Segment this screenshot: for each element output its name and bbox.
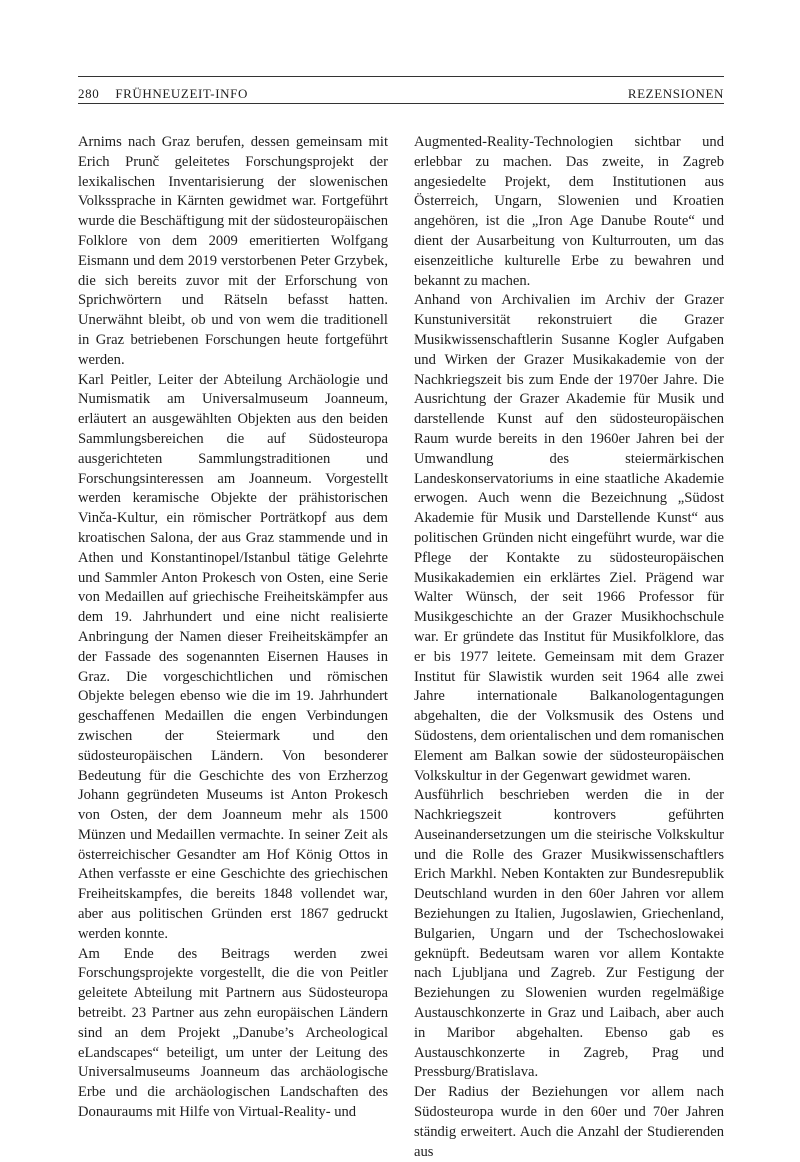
paragraph: Karl Peitler, Leiter der Abteilung Archäologie und Numismatik am Universalmuseum Joanneum, erläutert an ausgewählten Objekten aus den beiden Sammlungsbereichen die auf Südosteuropa ausgerichteten Sammlungstraditionen und Forschungsinteressen am Joanneum. Vorgestellt werden keramische Objekte der prähistorischen Vinča-Kultur, ein römischer Porträtkopf aus dem kroatischen Salona, der aus Graz stammende und in Athen und Konstantinopel/Istanbul tätige Gelehrte und Sammler Anton Prokesch von Osten, eine Serie von Medaillen auf griechische Freiheitskämpfer aus dem 19. Jahrhundert und eine nicht realisierte Anbringung der Namen dieser Freiheitskämpfer an der Fassade des sogenannten Eisernen Hauses in Graz. Die vorgeschichtlichen und römischen Objekte belegen ebenso wie die im 19. Jahrhundert geschaffenen Medaillen die engen Verbindungen zwischen der Steiermark und den südosteuropäischen Ländern. Von besonderer Bedeutung für die Geschichte des von Erzherzog Johann gegründeten Museums ist Anton Prokesch von Osten, der dem Joanneum mehr als 1500 Münzen und Medaillen vermachte. In seiner Zeit als österreichischer Gesandter am Hof König Ottos in Athen verfasste er eine Geschichte des griechischen Freiheitskampfes, die bereits 1848 vollendet war, aber aus politischen Gründen erst 1867 gedruckt werden konnte.	[78, 371, 388, 942]
paragraph: Anhand von Archivalien im Archiv der Grazer Kunstuniversität rekonstruiert die Grazer Musikwissenschaftlerin Susanne Kogler Aufgaben und Wirken der Grazer Musikakademie von der Nachkriegszeit bis zum Ende der 1970er Jahre. Die Ausrichtung der Grazer Akademie für Musik und darstellende Kunst auf den südosteuropäischen Raum wurde bereits in den 1960er Jahren bei der Umwandlung des steiermärkischen Landeskonservatoriums in eine staatliche Akademie erwogen. Auch wenn die Bezeichnung „Südost Akademie für Musik und Darstellende Kunst“ aus politischen Gründen nicht eingeführt wurde, war die Pflege der Kontakte zu südosteuropäischen Musikakademien ein erklärtes Ziel. Prägend war Walter Wünsch, der seit 1966 Professor für Musikgeschichte an der Grazer Musikhochschule war. Er gründete das Institut für Musikfolklore, das er bis 1977 leitete. Gemeinsam mit dem Grazer Institut für Slawistik wurden seit 1964 alle zwei Jahre internationale Balkanologentagungen abgehalten, die der Volksmusik des Ostens und Südostens, dem orientalischen und dem romanischen Element am Balkan sowie der südosteuropäischen Volkskultur in der Gegenwart gewidmet waren.	[414, 292, 724, 784]
section-title: REZENSIONEN	[627, 86, 724, 101]
running-header	[78, 80, 724, 102]
header-top-rule	[78, 76, 724, 77]
paragraph: Arnims nach Graz berufen, dessen gemeinsam mit Erich Prunč geleitetes Forschungsprojekt der lexikalischen Inventarisierung der slowenischen Volkssprache in Kärnten gewidmet war. Fortgeführt wurde die Beschäftigung mit der südosteuropäischen Folklore von dem 2009 emeritierten Wolfgang Eismann und dem 2019 verstorbenen Peter Grzybek, die sich bereits zuvor mit der Erforschung von Sprichwörtern und Rätseln befasst hatten. Unerwähnt bleibt, ob und von wem die traditionell in Graz betriebenen Forschungen heute fortgeführt werden.	[78, 134, 388, 368]
paragraph: Augmented-Reality-Technologien sichtbar und erlebbar zu machen. Das zweite, in Zagreb angesiedelte Projekt, dem Institutionen aus Österreich, Ungarn, Slowenien und Kroatien angehören, ist die „Iron Age Danube Route“ und dient der Ausarbeitung von Kulturrouten, um das eisenzeitliche kulturelle Erbe zu bewahren und bekannt zu machen.	[414, 134, 724, 289]
left-column	[78, 133, 388, 1123]
right-column	[414, 133, 724, 1162]
paragraph: Ausführlich beschrieben werden die in der Nachkriegszeit kontrovers geführten Auseinandersetzungen um die steirische Volkskultur und die Rolle des Grazer Musikwissenschaftlers Erich Markhl. Neben Kontakten zur Bundesrepublik Deutschland wurden in den 60er Jahren vor allem Beziehungen zu Italien, Jugoslawien, Griechenland, Bulgarien, Ungarn und der Tschechoslowakei geknüpft. Bedeutsam waren vor allem Kontakte nach Ljubljana und Zagreb. Zur Festigung der Beziehungen zu Slowenien wurden regelmäßige Austauschkonzerte in Graz und Laibach, aber auch in Maribor abgehalten. Ebenso gab es Austauschkonzerte in Zagreb, Prag und Pressburg/Bratislava.	[414, 787, 724, 1081]
journal-title: FRÜHNEUZEIT-INFO	[115, 86, 248, 101]
paragraph: Am Ende des Beitrags werden zwei Forschungsprojekte vorgestellt, die die von Peitler geleitete Abteilung mit Partnern aus Südosteuropa betreibt. 23 Partner aus zehn europäischen Ländern sind an dem Projekt „Danube’s Archeological eLandscapes“ beteiligt, um unter der Leitung des Universalmuseums Joanneum das archäologische Erbe und die archäologischen Landschaften des Donauraums mit Hilfe von Virtual-Reality- und	[78, 945, 388, 1121]
header-left	[78, 86, 248, 102]
page-number: 280	[78, 86, 100, 101]
header-bottom-rule	[78, 103, 724, 104]
paragraph: Der Radius der Beziehungen vor allem nach Südosteuropa wurde in den 60er und 70er Jahren ständig erweitert. Auch die Anzahl der Studierenden aus	[414, 1084, 724, 1160]
